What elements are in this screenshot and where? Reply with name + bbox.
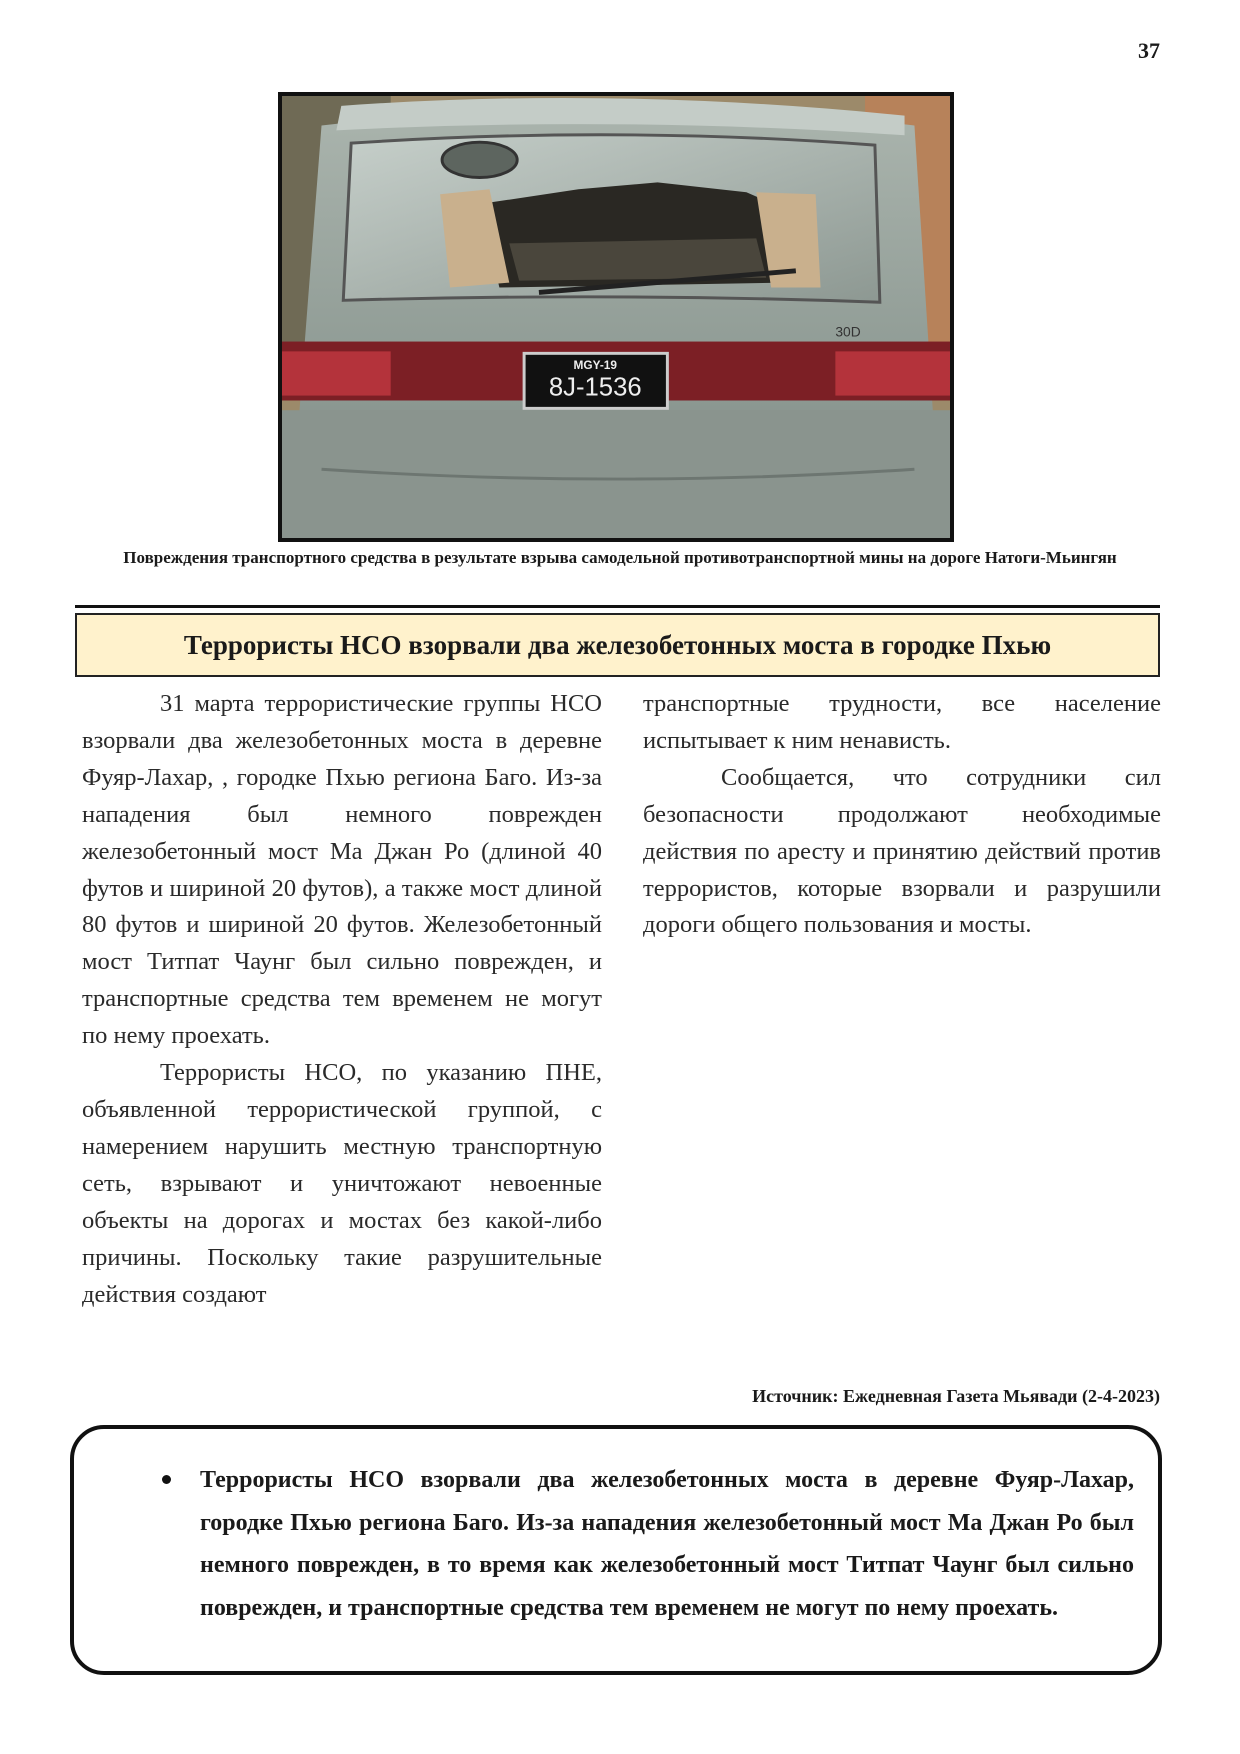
article-paragraph: транспортные трудности, все население испытывает к ним ненависть. xyxy=(643,690,1161,754)
model-badge: 30D xyxy=(835,324,861,340)
vehicle-illustration xyxy=(282,96,950,538)
article-column-right xyxy=(643,686,1161,944)
article-paragraph: 31 марта террористические группы НСО взорвали два железобетонных моста в деревне Фуяр-Лахар, , городке Пхью региона Баго. Из-за нападения был немного поврежден железобетонный мост Ма Джан Ро (длиной 40 футов и шириной 20 футов), а также мост длиной 80 футов и шириной 20 футов. Железобетонный мост Титпат Чаунг был сильно поврежден, и транспортные средства тем временем не могут по нему проехать. xyxy=(82,690,602,1050)
divider-line xyxy=(75,605,1160,608)
summary-item: Террористы НСО взорвали два железобетонных моста в деревне Фуяр-Лахар, городке Пхью региона Баго. Из-за нападения железобетонный мост Ма Джан Ро был немного поврежден, в то время как железобетонный мост Титпат Чаунг был сильно поврежден, и транспортные средства тем временем не могут по нему проехать. xyxy=(200,1467,1134,1621)
article-paragraph: Сообщается, что сотрудники сил безопасности продолжают необходимые действия по аресту и принятию действий против террористов, которые взорвали и разрушили дороги общего пользования и мосты. xyxy=(643,763,1161,939)
summary-list xyxy=(130,1459,1134,1629)
summary-box xyxy=(70,1425,1162,1675)
article-source: Источник: Ежедневная Газета Мьявади (2-4-2023) xyxy=(752,1386,1160,1406)
license-plate-region: MGY-19 xyxy=(573,358,617,373)
bullet-icon xyxy=(162,1475,171,1484)
damaged-vehicle-photo xyxy=(278,92,954,542)
article-headline: Террористы НСО взорвали два железобетонных моста в городке Пхью xyxy=(75,613,1160,677)
license-plate-number: 8J-1536 xyxy=(548,373,642,402)
article-column-left xyxy=(82,686,602,1313)
article-paragraph: Террористы НСО, по указанию ПНЕ, объявленной террористической группой, с намерением нарушить местную транспортную сеть, взрывают и уничтожают невоенные объекты на дорогах и мостах без какой-либо причины. Поскольку такие разрушительные действия создают xyxy=(82,1059,602,1308)
page-number: 37 xyxy=(1138,38,1160,63)
photo-caption: Повреждения транспортного средства в результате взрыва самодельной противотранспортной мины на дороге Натоги-Мьингян xyxy=(123,548,1117,567)
